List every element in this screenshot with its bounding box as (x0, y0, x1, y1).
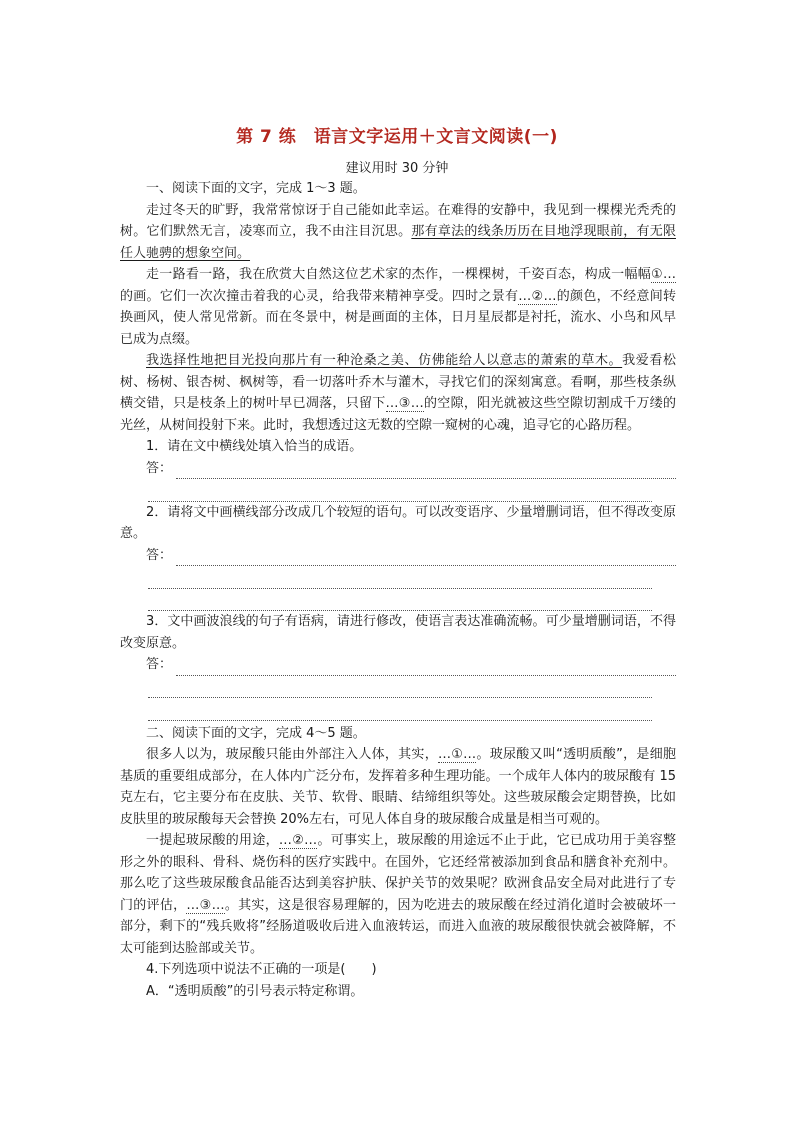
passage1-paragraph2 (120, 264, 676, 350)
passage2-paragraph1 (120, 744, 676, 830)
passage-text: 走一路看一路，我在欣赏大自然这位艺术家的杰作，一棵棵树，千姿百态，构成一幅幅 (146, 267, 652, 282)
answer-line-q2-extra[interactable] (148, 589, 652, 612)
answer-line-q3-extra[interactable] (148, 676, 652, 699)
passage-text: 。可事实上，玻尿酸的用途远不止于此，它已成功用于美容整形之外的眼科、骨科、烧伤科的医疗实践中。在国外，它还经常被添加到食品和膳食补充剂中。那么吃了这些玻尿酸食品能否达到美容护肤、保护关节的效果呢？欧洲食品安全局对此进行了专门的评估， (120, 833, 676, 913)
underlined-sentence: 那有章法的线条历历在目地浮现眼前，有无限任人驰骋的想象空间。 (120, 224, 676, 261)
blank-2: …②… (278, 833, 318, 848)
blank-2: …②… (518, 288, 557, 304)
question-2: 2．请将文中画横线部分改成几个较短的语句。可以改变语序、少量增删词语，但不得改变原意。 (120, 504, 676, 541)
answer-line-q3[interactable] (120, 654, 676, 676)
question-4: 4.下列选项中说法不正确的一项是( ) (146, 962, 377, 977)
passage-text: 。玻尿酸又叫“透明质酸”，是细胞基质的重要组成部分，在人体内广泛分布，发挥着多种生理功能。一个成年人体内的玻尿酸有 15 克左右，它主要分布在皮肤、关节、软骨、眼睛、结缔组织等处。这些玻尿酸会定期替换，比如皮肤里的玻尿酸每天会替换 20%左右，可见人体自身的玻尿酸合成量是相当可观的。 (120, 747, 676, 827)
passage1-paragraph3 (120, 350, 676, 436)
answer-line-q1[interactable] (120, 458, 676, 480)
answer-label: 答： (146, 657, 173, 672)
answer-line-q2-extra[interactable] (148, 566, 652, 589)
blank-3: …③… (385, 396, 424, 411)
option-a[interactable]: A．“透明质酸”的引号表示特定称谓。 (146, 983, 364, 999)
blank-1: ①… (651, 267, 676, 282)
worksheet-body (120, 178, 676, 1002)
passage-text: 的画。它们一次次撞击着我的心灵，给我带来精神享受。四时之景有 (120, 288, 519, 304)
question-3: 3．文中画波浪线的句子有语病，请进行修改，使语言表达准确流畅。可少量增删词语，不得改变原意。 (120, 614, 676, 651)
passage-text: 一提起玻尿酸的用途， (146, 833, 279, 848)
time-suggestion: 建议用时 30 分钟 (345, 161, 449, 176)
passage-text: 。其实，这是很容易理解的，因为吃进去的玻尿酸在经过消化道时会被破坏一部分，剩下的“残兵败将”经肠道吸收后进入血液转运，而进入血液的玻尿酸很快就会被降解，不太可能到达脸部或关节。 (120, 897, 676, 956)
passage-text: 的颜色，不经意间转换画风，使人常见常新。而在冬景中，树是画面的主体，日月星辰都是衬托，流水、小鸟和风早已成为点缀。 (120, 288, 676, 347)
passage-text: 的空隙，阳光就被这些空隙切割成千万缕的光丝，从树间投射下来。此时，我想透过这无数的空隙一窥树的心魂，追寻它的心路历程。 (120, 396, 676, 433)
wavy-underlined-sentence: 我选择性地把目光投向那片有一种沧桑之美、仿佛能给人以意志的萧索的草木。 (146, 353, 623, 368)
answer-line-q1-extra[interactable] (148, 479, 652, 502)
blank-3: …③… (186, 897, 225, 913)
passage1-paragraph1 (120, 200, 676, 265)
blank-1: …①… (437, 747, 477, 762)
page-title: 第 7 练 语言文字运用＋文言文阅读(一) (236, 127, 558, 147)
passage-text: 走过冬天的旷野，我常常惊讶于自己能如此幸运。在难得的安静中，我见到一棵棵光秃秃的树。它们默然无言，凌寒而立，我不由注目沉思。 (120, 202, 676, 239)
passage-text: 很多人以为，玻尿酸只能由外部注入人体，其实， (146, 747, 438, 762)
answer-line-q3-extra[interactable] (148, 698, 652, 721)
passage2-paragraph2 (120, 830, 676, 959)
passage-text: 我爱看松树、杨树、银杏树、枫树等，看一切落叶乔木与灌木，寻找它们的深刻寓意。看啊，那些枝条纵横交错，只是枝条上的树叶早已凋落，只留下 (120, 353, 676, 411)
section2-heading: 二、阅读下面的文字，完成 4～5 题。 (146, 725, 366, 741)
answer-line-q2[interactable] (120, 545, 676, 567)
answer-label: 答： (146, 460, 173, 476)
section1-heading: 一、阅读下面的文字，完成 1～3 题。 (146, 181, 366, 196)
answer-label: 答： (146, 547, 173, 563)
question-1: 1．请在文中横线处填入恰当的成语。 (146, 439, 363, 454)
